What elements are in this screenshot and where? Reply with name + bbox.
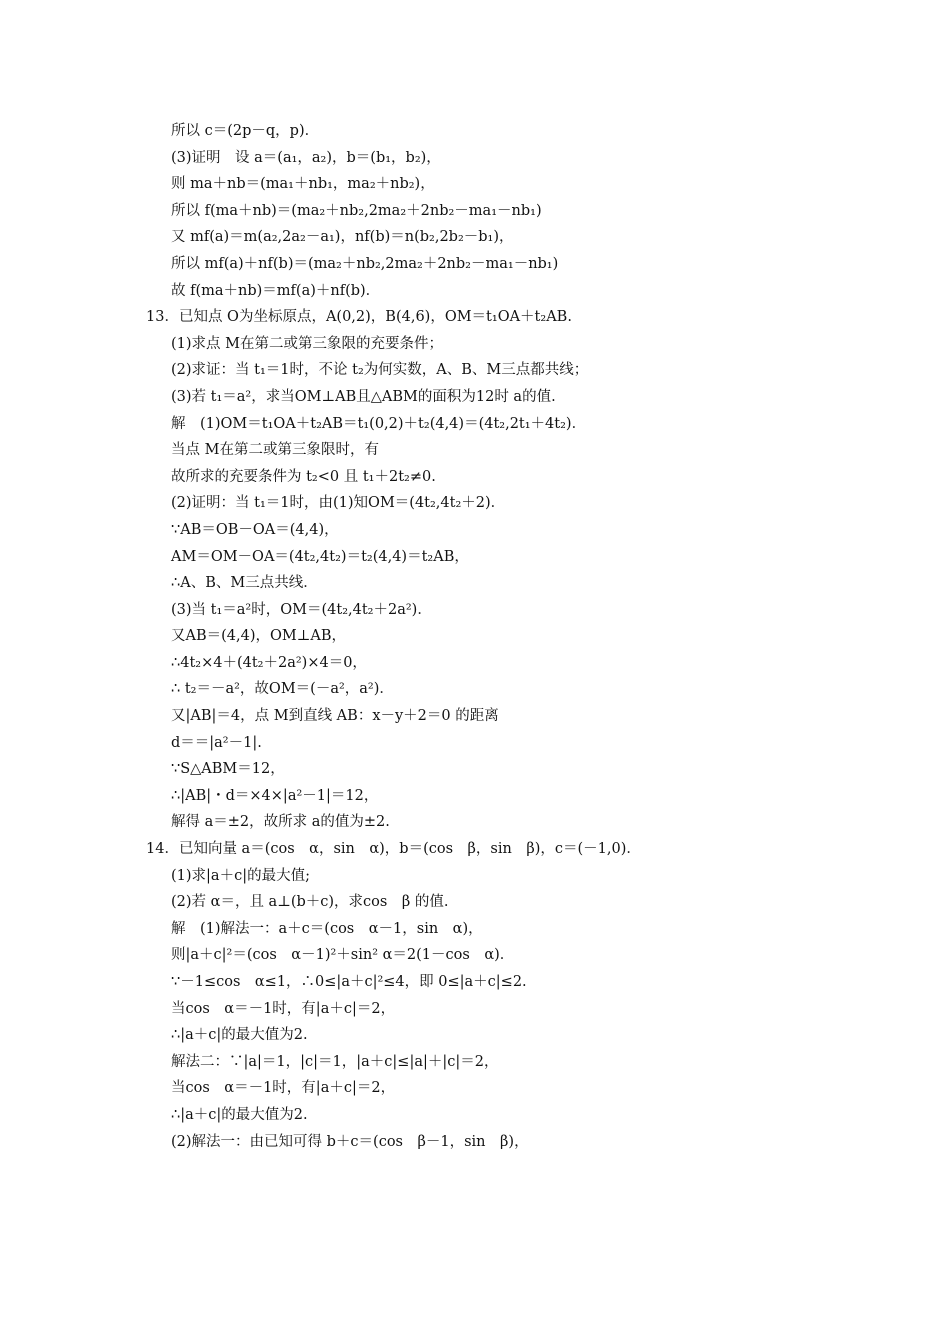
text-line: ∵－1≤cos α≤1，∴0≤|a＋c|²≤4，即 0≤|a＋c|≤2. — [171, 974, 527, 990]
text-line: ∴4t₂×4＋(4t₂＋2a²)×4＝0， — [171, 654, 367, 671]
text-line: 解 (1)解法一：a＋c＝(cos α－1，sin α)， — [171, 920, 483, 937]
text-line: 又 mf(a)＝m(a₂,2a₂－a₁)，nf(b)＝n(b₂,2b₂－b₁)， — [171, 229, 514, 246]
text-line: 又AB＝(4,4)，OM⊥AB， — [171, 628, 346, 645]
problem-heading: 13．已知点 O为坐标原点，A(0,2)，B(4,6)，OM＝t₁OA＋t₂AB. — [146, 309, 572, 326]
text-line: 故 f(ma＋nb)＝mf(a)＋nf(b)． — [171, 282, 381, 299]
text-line: (1)求点 M在第二或第三象限的充要条件； — [171, 335, 443, 352]
text-line: (2)证明：当 t₁＝1时，由(1)知OM＝(4t₂,4t₂＋2)． — [171, 495, 506, 512]
text-line: (3)当 t₁＝a²时，OM＝(4t₂,4t₂＋2a²)． — [171, 601, 432, 618]
problem-heading: 14．已知向量 a＝(cos α，sin α)，b＝(cos β，sin β)，c＝(－1,0)． — [146, 841, 641, 858]
text-line: 当cos α＝－1时，有|a＋c|＝2， — [171, 1080, 396, 1097]
text-line: (3)证明 设 a＝(a₁，a₂)，b＝(b₁，b₂)， — [171, 149, 441, 166]
text-line: AM＝OM－OA＝(4t₂,4t₂)＝t₂(4,4)＝t₂AB， — [171, 548, 469, 565]
text-line: ∴A、B、M三点共线． — [171, 575, 318, 592]
text-line: ∴ t₂＝－a²，故OM＝(－a²，a²)． — [171, 681, 394, 698]
text-line: (2)求证：当 t₁＝1时，不论 t₂为何实数，A、B、M三点都共线； — [171, 362, 589, 379]
text-line: 解法二：∵|a|＝1，|c|＝1，|a＋c|≤|a|＋|c|＝2， — [171, 1053, 499, 1070]
text-line: (3)若 t₁＝a²，求当OM⊥AB且△ABM的面积为12时 a的值. — [171, 388, 556, 405]
text-line: d＝＝|a²－1|. — [171, 734, 262, 751]
text-line: ∴|a＋c|的最大值为2. — [171, 1027, 308, 1044]
text-line: 又|AB|＝4，点 M到直线 AB：x－y＋2＝0 的距离 — [171, 708, 499, 725]
document-content — [0, 118, 950, 1155]
text-line: 解 (1)OM＝t₁OA＋t₂AB＝t₁(0,2)＋t₂(4,4)＝(4t₂,2t₁＋4t₂)． — [171, 415, 587, 432]
text-line: 解得 a＝±2，故所求 a的值为±2. — [171, 814, 390, 831]
text-line: (2)解法一：由已知可得 b＋c＝(cos β－1，sin β)， — [171, 1133, 529, 1150]
text-line: (1)求|a＋c|的最大值; — [171, 867, 310, 884]
text-line: 故所求的充要条件为 t₂<0 且 t₁＋2t₂≠0. — [171, 468, 436, 485]
text-line: ∴|a＋c|的最大值为2. — [171, 1106, 308, 1123]
text-line: (2)若 α＝，且 a⊥(b＋c)，求cos β 的值. — [171, 894, 449, 911]
text-line: 所以 f(ma＋nb)＝(ma₂＋nb₂,2ma₂＋2nb₂－ma₁－nb₁) — [171, 202, 542, 219]
text-line: 则|a＋c|²＝(cos α－1)²＋sin² α＝2(1－cos α)． — [171, 947, 515, 964]
text-line: 所以 c＝(2p－q，p)． — [171, 123, 320, 139]
text-line: 当点 M在第二或第三象限时，有 — [171, 442, 379, 459]
text-line: 当cos α＝－1时，有|a＋c|＝2， — [171, 1000, 396, 1017]
text-line: ∵AB＝OB－OA＝(4,4)， — [171, 521, 339, 538]
text-line: ∴|AB|・d＝×4×|a²－1|＝12， — [171, 787, 379, 804]
text-line: 所以 mf(a)＋nf(b)＝(ma₂＋nb₂,2ma₂＋2nb₂－ma₁－nb₁) — [171, 255, 559, 272]
text-line: 则 ma＋nb＝(ma₁＋nb₁，ma₂＋nb₂)， — [171, 176, 435, 193]
text-line: ∵S△ABM＝12， — [171, 761, 285, 778]
